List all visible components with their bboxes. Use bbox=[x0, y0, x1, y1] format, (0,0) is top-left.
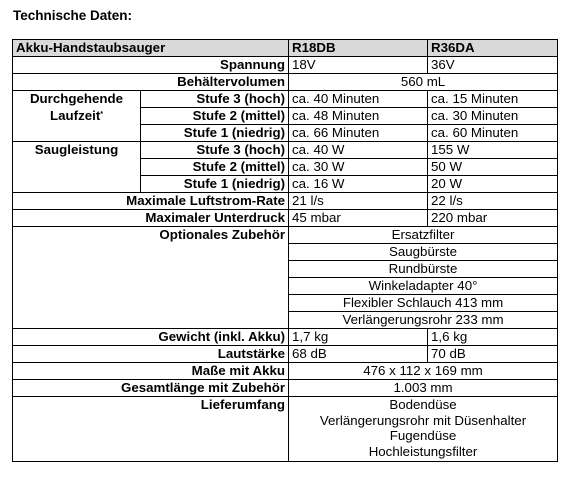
value-b: ca. 30 Minuten bbox=[428, 108, 558, 125]
value-b: 70 dB bbox=[428, 346, 558, 363]
value-b: 155 W bbox=[428, 142, 558, 159]
header-model-a: R18DB bbox=[289, 40, 428, 57]
value-a: 18V bbox=[289, 57, 428, 74]
row-label-lautstaerke: Lautstärke bbox=[13, 346, 289, 363]
row-label-masse: Maße mit Akku bbox=[13, 363, 289, 380]
value-shared: 560 mL bbox=[289, 74, 558, 91]
row-label-zubehoer: Optionales Zubehör bbox=[13, 227, 289, 329]
table-row bbox=[13, 57, 558, 74]
delivery-item: Verlängerungsrohr mit Düsenhalter bbox=[319, 412, 527, 428]
value-a: 1,7 kg bbox=[289, 329, 428, 346]
delivery-item: Bodendüse bbox=[389, 397, 457, 412]
value-a: ca. 40 W bbox=[289, 142, 428, 159]
value-a: ca. 48 Minuten bbox=[289, 108, 428, 125]
value-b: 50 W bbox=[428, 159, 558, 176]
page-title: Technische Daten: bbox=[13, 8, 133, 23]
row-label-luftstrom: Maximale Luftstrom-Rate bbox=[13, 193, 289, 210]
group-label-laufzeit bbox=[13, 91, 141, 142]
accessory-item: Ersatzfilter bbox=[289, 227, 558, 244]
row-label-spannung: Spannung bbox=[13, 57, 289, 74]
level-label: Stufe 2 (mittel) bbox=[141, 108, 289, 125]
table-row bbox=[13, 74, 558, 91]
footnote-mark: * bbox=[100, 110, 103, 118]
table-header-row bbox=[13, 40, 558, 57]
level-label: Stufe 2 (mittel) bbox=[141, 159, 289, 176]
header-model-b: R36DA bbox=[428, 40, 558, 57]
table-row bbox=[13, 142, 558, 159]
value-b: ca. 15 Minuten bbox=[428, 91, 558, 108]
value-b: 1,6 kg bbox=[428, 329, 558, 346]
level-label: Stufe 3 (hoch) bbox=[141, 91, 289, 108]
table-row bbox=[13, 380, 558, 397]
row-label-gesamtlaenge: Gesamtlänge mit Zubehör bbox=[13, 380, 289, 397]
level-label: Stufe 3 (hoch) bbox=[141, 142, 289, 159]
row-label-unterdruck: Maximaler Unterdruck bbox=[13, 210, 289, 227]
table-row bbox=[13, 210, 558, 227]
value-b: 22 l/s bbox=[428, 193, 558, 210]
table-row bbox=[13, 363, 558, 380]
value-a: ca. 40 Minuten bbox=[289, 91, 428, 108]
value-b: 20 W bbox=[428, 176, 558, 193]
row-label-behaelter: Behältervolumen bbox=[13, 74, 289, 91]
value-b: 220 mbar bbox=[428, 210, 558, 227]
value-a: 21 l/s bbox=[289, 193, 428, 210]
accessory-item: Verlängerungsrohr 233 mm bbox=[289, 312, 558, 329]
row-label-gewicht: Gewicht (inkl. Akku) bbox=[13, 329, 289, 346]
accessory-item: Flexibler Schlauch 413 mm bbox=[289, 295, 558, 312]
value-b: 36V bbox=[428, 57, 558, 74]
table-row bbox=[13, 346, 558, 363]
level-label: Stufe 1 (niedrig) bbox=[141, 125, 289, 142]
accessory-item: Saugbürste bbox=[289, 244, 558, 261]
row-label-lieferumfang: Lieferumfang bbox=[13, 397, 289, 462]
accessory-item: Rundbürste bbox=[289, 261, 558, 278]
table-row bbox=[13, 329, 558, 346]
value-a: 45 mbar bbox=[289, 210, 428, 227]
value-shared: 1.003 mm bbox=[289, 380, 558, 397]
value-a: 68 dB bbox=[289, 346, 428, 363]
header-product: Akku-Handstaubsauger bbox=[13, 40, 289, 57]
laufzeit-label-line2 bbox=[16, 107, 137, 124]
group-label-saugleistung: Saugleistung bbox=[13, 142, 141, 193]
value-a: ca. 66 Minuten bbox=[289, 125, 428, 142]
value-b: ca. 60 Minuten bbox=[428, 125, 558, 142]
value-a: ca. 30 W bbox=[289, 159, 428, 176]
value-shared: 476 x 112 x 169 mm bbox=[289, 363, 558, 380]
table-row bbox=[13, 91, 558, 108]
table-row bbox=[13, 227, 558, 244]
delivery-item: Hochleistungsfilter bbox=[368, 443, 478, 459]
delivery-items bbox=[289, 397, 558, 462]
laufzeit-label-text: Laufzeit bbox=[50, 107, 101, 123]
accessory-item: Winkeladapter 40° bbox=[289, 278, 558, 295]
level-label: Stufe 1 (niedrig) bbox=[141, 176, 289, 193]
spec-table bbox=[12, 39, 558, 462]
table-row bbox=[13, 397, 558, 462]
laufzeit-label-line1: Durchgehende bbox=[29, 91, 124, 106]
value-a: ca. 16 W bbox=[289, 176, 428, 193]
table-row bbox=[13, 193, 558, 210]
delivery-item: Fugendüse bbox=[389, 428, 457, 443]
